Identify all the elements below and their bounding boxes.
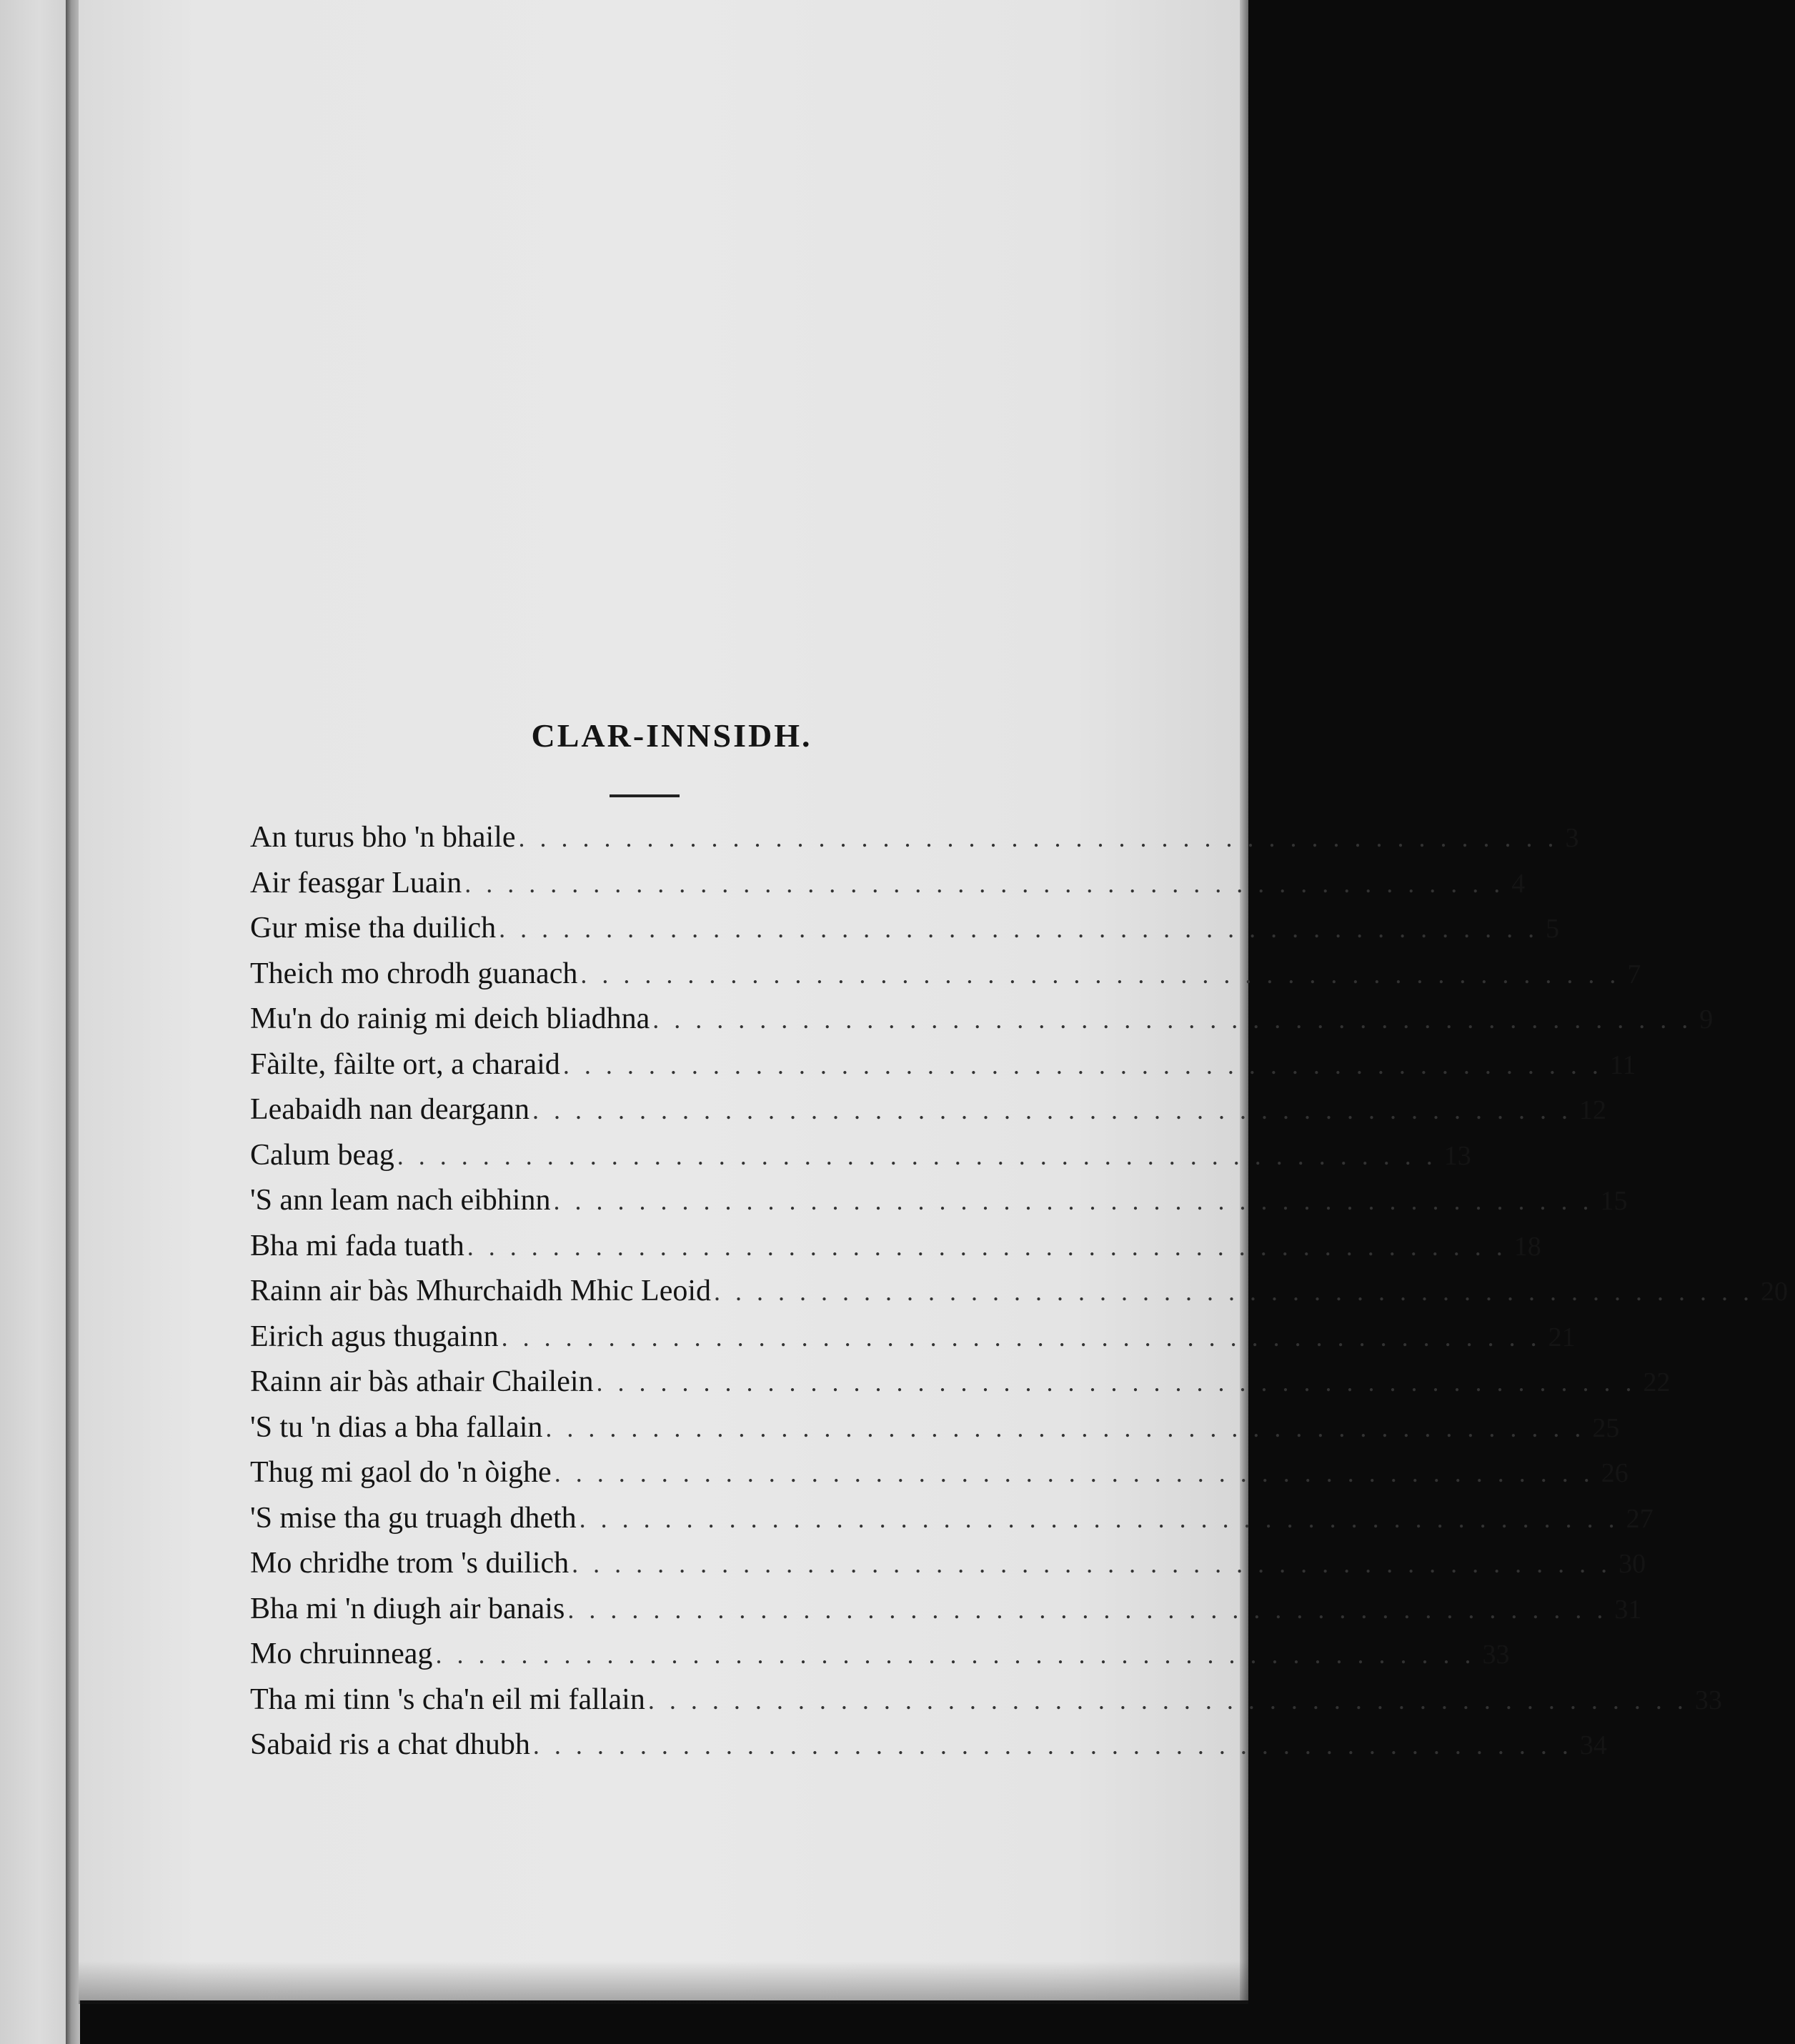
toc-leader-dots: . . . . . . . . . . . . . . . . . . . . . . . . . . . . . . . . . . . . . . . . . . . . . . . . .	[579, 1504, 1619, 1533]
toc-entry-page-number: 4	[1511, 868, 1526, 899]
toc-entry-title: Calum beag	[250, 1138, 394, 1172]
toc-entry-title: Fàilte, fàilte ort, a charaid	[250, 1047, 560, 1081]
toc-entry-page-number: 5	[1546, 914, 1560, 944]
toc-entry-title: Thug mi gaol do 'n òighe	[250, 1456, 552, 1489]
toc-leader-dots: . . . . . . . . . . . . . . . . . . . . . . . . . . . . . . . . . . . . . . . . . . . . . . . . .	[532, 1731, 1573, 1760]
toc-entry	[250, 1590, 1642, 1636]
toc-entry	[250, 1635, 1510, 1681]
book-gutter	[66, 0, 80, 2044]
toc-entry-title: Rainn air bàs athair Chailein	[250, 1365, 594, 1398]
toc-entry	[250, 819, 1579, 864]
toc-entry-title: Leabaidh nan deargann	[250, 1093, 530, 1126]
toc-entry-page-number: 9	[1699, 1004, 1714, 1035]
page-bottom-shadow	[79, 1961, 1248, 2004]
toc-entry	[250, 1272, 1789, 1318]
toc-entry-page-number: 12	[1579, 1095, 1607, 1125]
toc-entry-page-number: 20	[1761, 1277, 1789, 1307]
toc-entry-page-number: 13	[1443, 1140, 1471, 1171]
toc-leader-dots: . . . . . . . . . . . . . . . . . . . . . . . . . . . . . . . . . . . . . . . . . . . . . . . . .	[501, 1322, 1541, 1352]
toc-entry-page-number: 18	[1513, 1231, 1541, 1262]
toc-entry-title: Mo chruinneag	[250, 1637, 433, 1670]
toc-leader-dots: . . . . . . . . . . . . . . . . . . . . . . . . . . . . . . . . . . . . . . . . . . . . . . . . .	[397, 1141, 1437, 1170]
toc-entry	[250, 1227, 1541, 1273]
toc-entry-page-number: 30	[1619, 1549, 1646, 1579]
toc-entry	[250, 1182, 1628, 1227]
toc-leader-dots: . . . . . . . . . . . . . . . . . . . . . . . . . . . . . . . . . . . . . . . . . . . . . . . . .	[553, 1187, 1593, 1215]
toc-leader-dots: . . . . . . . . . . . . . . . . . . . . . . . . . . . . . . . . . . . . . . . . . . . . . . . . .	[572, 1550, 1612, 1578]
table-of-contents	[250, 714, 1789, 1772]
toc-entry	[250, 1137, 1471, 1182]
toc-list	[250, 819, 1789, 1772]
toc-entry	[250, 909, 1560, 955]
toc-leader-dots: . . . . . . . . . . . . . . . . . . . . . . . . . . . . . . . . . . . . . . . . . . . . . . . . .	[562, 1050, 1603, 1080]
toc-leader-dots: . . . . . . . . . . . . . . . . . . . . . . . . . . . . . . . . . . . . . . . . . . . . . . . . .	[580, 959, 1621, 989]
toc-entry-title: Tha mi tinn 's cha'n eil mi fallain	[250, 1682, 645, 1716]
toc-entry-page-number: 15	[1600, 1186, 1628, 1216]
toc-entry-page-number: 33	[1482, 1640, 1510, 1670]
toc-entry-page-number: 25	[1592, 1412, 1620, 1443]
toc-entry	[250, 1363, 1671, 1409]
toc-entry-page-number: 31	[1614, 1594, 1642, 1625]
toc-entry-title: Air feasgar Luain	[250, 866, 462, 899]
toc-entry-title: Bha mi fada tuath	[250, 1229, 464, 1262]
toc-entry-title: Eirich agus thugainn	[250, 1320, 499, 1353]
toc-leader-dots: . . . . . . . . . . . . . . . . . . . . . . . . . . . . . . . . . . . . . . . . . . . . . . . . .	[554, 1459, 1594, 1487]
toc-entry-title: Mo chridhe trom 's duilich	[250, 1547, 570, 1580]
toc-entry-page-number: 27	[1626, 1503, 1654, 1534]
toc-entry-page-number: 11	[1609, 1050, 1636, 1080]
toc-entry-title: 'S tu 'n dias a bha fallain	[250, 1410, 543, 1444]
toc-entry-title: Mu'n do rainig mi deich bliadhna	[250, 1002, 650, 1035]
toc-leader-dots: . . . . . . . . . . . . . . . . . . . . . . . . . . . . . . . . . . . . . . . . . . . . . . . . .	[714, 1277, 1754, 1306]
toc-entry	[250, 955, 1641, 1001]
toc-entry	[250, 1046, 1636, 1092]
toc-entry-page-number: 7	[1627, 959, 1641, 989]
toc-entry-page-number: 21	[1548, 1322, 1576, 1352]
toc-entry	[250, 1681, 1722, 1727]
toc-entry-title: 'S mise tha gu truagh dheth	[250, 1501, 577, 1535]
toc-leader-dots: . . . . . . . . . . . . . . . . . . . . . . . . . . . . . . . . . . . . . . . . . . . . . . . . .	[518, 824, 1558, 852]
toc-entry-page-number: 33	[1694, 1685, 1722, 1715]
toc-leader-dots: . . . . . . . . . . . . . . . . . . . . . . . . . . . . . . . . . . . . . . . . . . . . . . . . .	[464, 869, 1505, 898]
toc-leader-dots: . . . . . . . . . . . . . . . . . . . . . . . . . . . . . . . . . . . . . . . . . . . . . . . . .	[652, 1005, 1693, 1034]
toc-leader-dots: . . . . . . . . . . . . . . . . . . . . . . . . . . . . . . . . . . . . . . . . . . . . . . . . .	[647, 1685, 1688, 1715]
toc-entry-title: Rainn air bàs Mhurchaidh Mhic Leoid	[250, 1275, 712, 1307]
toc-leader-dots: . . . . . . . . . . . . . . . . . . . . . . . . . . . . . . . . . . . . . . . . . . . . . . . . .	[532, 1096, 1573, 1125]
toc-leader-dots: . . . . . . . . . . . . . . . . . . . . . . . . . . . . . . . . . . . . . . . . . . . . . . . . .	[499, 914, 1539, 943]
title-rule	[610, 794, 680, 797]
toc-entry	[250, 1500, 1654, 1545]
toc-entry-title: Bha mi 'n diugh air banais	[250, 1592, 565, 1625]
toc-leader-dots: . . . . . . . . . . . . . . . . . . . . . . . . . . . . . . . . . . . . . . . . . . . . . . . . .	[467, 1232, 1507, 1261]
toc-entry	[250, 1409, 1620, 1455]
toc-entry-page-number: 34	[1579, 1730, 1607, 1760]
toc-entry-title: An turus bho 'n bhaile	[250, 821, 516, 854]
toc-entry-title: Theich mo chrodh guanach	[250, 957, 578, 990]
toc-entry-title: Gur mise tha duilich	[250, 912, 497, 944]
toc-entry	[250, 1545, 1646, 1590]
toc-entry-page-number: 3	[1565, 823, 1579, 853]
toc-entry	[250, 864, 1526, 910]
toc-entry	[250, 1318, 1576, 1364]
toc-entry	[250, 1726, 1607, 1772]
toc-entry-page-number: 26	[1601, 1458, 1629, 1488]
facing-page-edge	[0, 0, 66, 2044]
toc-entry-title: Sabaid ris a chat dhubh	[250, 1728, 530, 1761]
toc-entry	[250, 1454, 1629, 1500]
toc-leader-dots: . . . . . . . . . . . . . . . . . . . . . . . . . . . . . . . . . . . . . . . . . . . . . . . . .	[435, 1640, 1476, 1669]
toc-entry	[250, 1000, 1714, 1046]
page-title: CLAR-INNSIDH.	[531, 717, 812, 754]
toc-entry-title: 'S ann leam nach eibhinn	[250, 1184, 551, 1217]
toc-leader-dots: . . . . . . . . . . . . . . . . . . . . . . . . . . . . . . . . . . . . . . . . . . . . . . . . .	[545, 1413, 1586, 1442]
toc-leader-dots: . . . . . . . . . . . . . . . . . . . . . . . . . . . . . . . . . . . . . . . . . . . . . . . . .	[596, 1368, 1636, 1397]
toc-entry-page-number: 22	[1643, 1367, 1671, 1397]
toc-leader-dots: . . . . . . . . . . . . . . . . . . . . . . . . . . . . . . . . . . . . . . . . . . . . . . . . .	[567, 1595, 1608, 1624]
toc-entry	[250, 1091, 1607, 1137]
